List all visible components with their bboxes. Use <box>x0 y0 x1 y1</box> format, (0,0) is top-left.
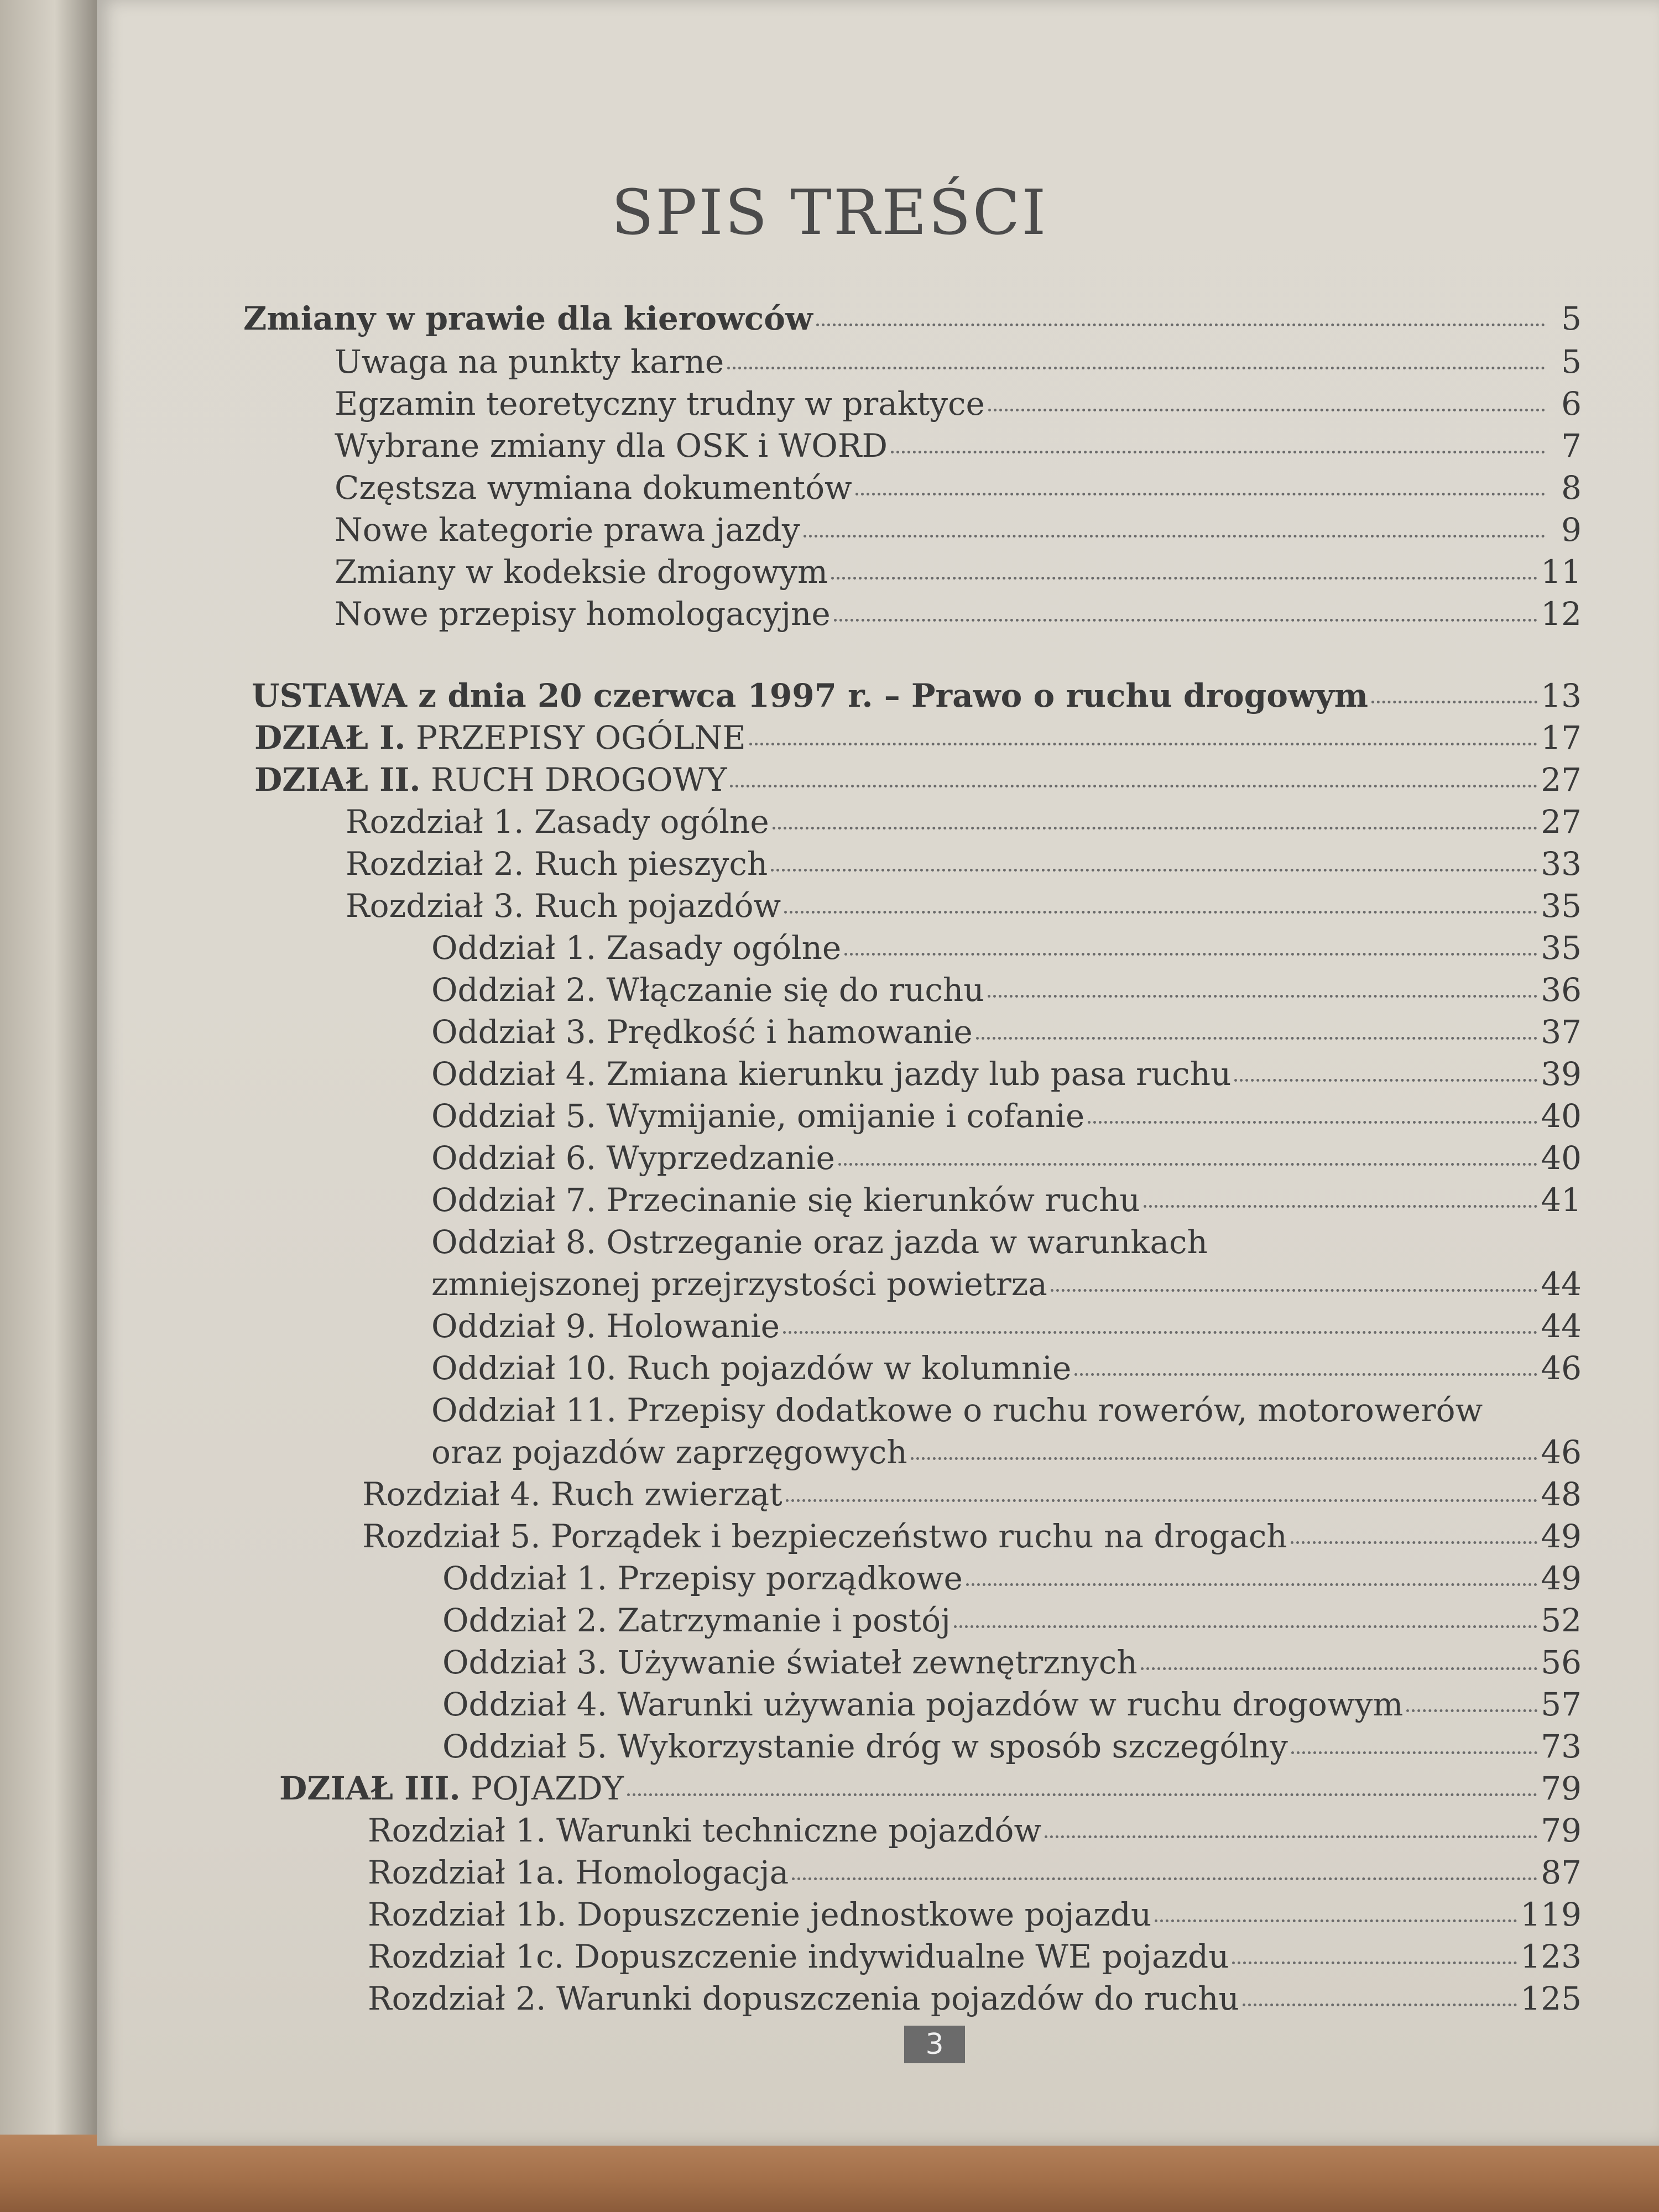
toc-page-number: 119 <box>1520 1896 1582 1933</box>
dot-leader <box>1074 1368 1537 1376</box>
toc-entry <box>335 426 1582 466</box>
toc-page-number: 79 <box>1541 1770 1582 1807</box>
toc-entry-label <box>252 676 1368 716</box>
dot-leader <box>834 613 1537 622</box>
toc-entry-label <box>335 510 800 550</box>
toc-page-number: 35 <box>1541 887 1582 925</box>
dot-leader <box>773 821 1537 830</box>
toc-entry-text: Oddział 1. Przepisy porządkowe <box>442 1559 963 1597</box>
toc-entry-label <box>431 1180 1140 1220</box>
toc-entry-text: Rozdział 1. Zasady ogólne <box>346 803 769 841</box>
adjacent-page-edge <box>0 0 100 2212</box>
toc-entry-label <box>431 1096 1084 1136</box>
dot-leader <box>1371 695 1537 703</box>
toc-page-number: 8 <box>1561 469 1582 507</box>
dot-leader <box>1243 1998 1517 2006</box>
dot-leader <box>1088 1115 1537 1124</box>
toc-entry-bold-label: USTAWA z dnia 20 czerwca 1997 r. – Prawo o ruchu drogowym <box>252 677 1368 714</box>
dot-leader <box>954 1620 1537 1628</box>
dot-leader <box>749 737 1538 745</box>
toc-page-number: 13 <box>1541 677 1582 714</box>
toc-entry-label <box>431 1432 907 1472</box>
toc-entry-label <box>368 1937 1229 1976</box>
toc-entry <box>368 1979 1582 2018</box>
toc-entry-label <box>346 844 768 884</box>
toc-entry-text: Rozdział 1c. Dopuszczenie indywidualne WE pojazdu <box>368 1938 1229 1975</box>
toc-entry <box>254 718 1582 758</box>
toc-entry-label <box>431 1138 835 1178</box>
toc-page-number: 44 <box>1541 1307 1582 1345</box>
toc-entry-label <box>362 1474 782 1514</box>
toc-entry-text: Oddział 11. Przepisy dodatkowe o ruchu rowerów, motorowerów <box>431 1391 1483 1429</box>
toc-entry-label <box>431 1054 1231 1094</box>
toc-page-number: 52 <box>1541 1601 1582 1639</box>
dot-leader <box>1291 1746 1537 1754</box>
toc-entry <box>442 1726 1582 1766</box>
toc-page-number: 27 <box>1541 761 1582 799</box>
toc-entry <box>335 510 1582 550</box>
toc-entry-label <box>368 1853 789 1892</box>
toc-entry-text: Oddział 5. Wymijanie, omijanie i cofanie <box>431 1097 1085 1135</box>
toc-entry <box>431 1264 1582 1304</box>
dot-leader <box>786 1494 1538 1502</box>
dot-leader <box>1291 1536 1538 1544</box>
dot-leader <box>891 445 1545 453</box>
dot-leader <box>784 905 1537 914</box>
toc-entry <box>368 1811 1582 1850</box>
toc-page-number: 17 <box>1541 719 1582 757</box>
toc-entry-label <box>279 1768 624 1808</box>
toc-entry <box>335 468 1582 508</box>
toc-entry-label <box>442 1642 1138 1682</box>
toc-entry-label <box>368 1895 1151 1934</box>
toc-entry-text: Oddział 1. Zasady ogólne <box>431 929 842 967</box>
toc-entry-label <box>335 426 888 466</box>
toc-entry <box>368 1853 1582 1892</box>
toc-entry-label <box>431 970 984 1010</box>
toc-page-number: 40 <box>1541 1097 1582 1135</box>
toc-page-number: 5 <box>1561 300 1582 337</box>
toc-page-number: 46 <box>1541 1433 1582 1471</box>
toc-entry <box>335 342 1582 382</box>
dot-leader <box>1051 1284 1537 1292</box>
toc-entry-bold-label: DZIAŁ II. <box>254 761 421 799</box>
toc-entry <box>442 1642 1582 1682</box>
toc-entry <box>243 299 1582 338</box>
dot-leader <box>792 1872 1537 1880</box>
toc-entry <box>254 760 1582 800</box>
dot-leader <box>1141 1662 1537 1670</box>
toc-entry-label <box>431 1306 780 1346</box>
toc-entry-text: Zmiany w kodeksie drogowym <box>335 553 828 591</box>
toc-entry-label <box>431 928 841 968</box>
toc-entry <box>442 1684 1582 1724</box>
toc-entry-label <box>254 718 746 758</box>
toc-entry-label <box>431 1222 1208 1262</box>
toc-entry <box>431 1222 1582 1262</box>
toc-entry-label <box>346 886 781 926</box>
toc-entry-label <box>335 384 985 424</box>
page-number-badge: 3 <box>904 2026 965 2063</box>
toc-entry-text: Rozdział 1. Warunki techniczne pojazdów <box>368 1812 1042 1849</box>
toc-page-number: 41 <box>1541 1181 1582 1219</box>
dot-leader <box>771 863 1537 872</box>
toc-entry <box>442 1558 1582 1598</box>
toc-entry-text: Oddział 2. Włączanie się do ruchu <box>431 971 984 1009</box>
toc-page-number: 40 <box>1541 1139 1582 1177</box>
toc-page-number: 37 <box>1541 1013 1582 1051</box>
toc-entry <box>252 676 1582 716</box>
toc-page-number: 49 <box>1541 1517 1582 1555</box>
toc-entry <box>431 928 1582 968</box>
toc-entry-text: Częstsza wymiana dokumentów <box>335 469 852 507</box>
dot-leader <box>966 1578 1537 1586</box>
toc-entry-label <box>431 1348 1071 1388</box>
toc-entry-text: Rozdział 5. Porządek i bezpieczeństwo ruchu na drogach <box>362 1517 1287 1555</box>
toc-page-number: 35 <box>1541 929 1582 967</box>
toc-page-number: 56 <box>1541 1644 1582 1681</box>
toc-entry-text: Oddział 3. Używanie świateł zewnętrznych <box>442 1644 1138 1681</box>
toc-entry-text: Nowe przepisy homologacyjne <box>335 595 831 633</box>
dot-leader <box>976 1031 1537 1040</box>
toc-entry <box>431 1180 1582 1220</box>
toc-entry-label <box>442 1600 951 1640</box>
toc-entry-text: Oddział 3. Prędkość i hamowanie <box>431 1013 973 1051</box>
toc-page-number: 87 <box>1541 1854 1582 1891</box>
dot-leader <box>988 403 1545 411</box>
dot-leader <box>855 487 1545 495</box>
toc-entry-text: Oddział 7. Przecinanie się kierunków ruchu <box>431 1181 1140 1219</box>
toc-entry-bold-label: DZIAŁ I. <box>254 719 406 757</box>
toc-page-number: 9 <box>1561 511 1582 549</box>
dot-leader <box>988 989 1538 998</box>
toc-entry <box>431 1348 1582 1388</box>
toc-entry-text: Rozdział 2. Ruch pieszych <box>346 845 768 883</box>
toc-page-number: 36 <box>1541 971 1582 1009</box>
dot-leader <box>816 318 1545 326</box>
toc-entry <box>279 1768 1582 1808</box>
toc-entry-label <box>442 1684 1403 1724</box>
toc-entry-label <box>346 802 769 842</box>
toc-entry-text: Oddział 4. Warunki używania pojazdów w ruchu drogowym <box>442 1686 1404 1723</box>
toc-page-number: 57 <box>1541 1686 1582 1723</box>
toc-entry <box>368 1895 1582 1934</box>
dot-leader <box>844 947 1537 956</box>
dot-leader <box>804 529 1545 538</box>
toc-entry-text: Egzamin teoretyczny trudny w praktyce <box>335 385 985 422</box>
toc-page-number: 27 <box>1541 803 1582 841</box>
toc-entry-text: Oddział 4. Zmiana kierunku jazdy lub pasa ruchu <box>431 1055 1232 1093</box>
toc-entry-text: oraz pojazdów zaprzęgowych <box>431 1433 907 1471</box>
toc-entry-bold-label: DZIAŁ III. <box>279 1770 461 1807</box>
dot-leader <box>911 1452 1538 1460</box>
toc-page-number: 39 <box>1541 1055 1582 1093</box>
toc-entry-text: Wybrane zmiany dla OSK i WORD <box>335 427 888 465</box>
toc-page-number: 5 <box>1561 343 1582 380</box>
toc-page-number: 33 <box>1541 845 1582 883</box>
toc-entry-text: Oddział 10. Ruch pojazdów w kolumnie <box>431 1349 1072 1387</box>
toc-entry <box>431 1012 1582 1052</box>
toc-entry-bold-label: Zmiany w prawie dla kierowców <box>243 300 813 337</box>
toc-entry-text: zmniejszonej przejrzystości powietrza <box>431 1265 1047 1303</box>
toc-entry-text: Oddział 2. Zatrzymanie i postój <box>442 1601 951 1639</box>
toc-entry-text: Rozdział 3. Ruch pojazdów <box>346 887 781 925</box>
page-title: SPIS TREŚCI <box>611 177 1048 249</box>
toc-page-number: 7 <box>1561 427 1582 465</box>
toc-entry-label <box>335 342 724 382</box>
dot-leader <box>1045 1830 1537 1838</box>
toc-page-number: 49 <box>1541 1559 1582 1597</box>
toc-entry <box>346 886 1582 926</box>
dot-leader <box>831 571 1537 580</box>
toc-entry <box>368 1937 1582 1976</box>
dot-leader <box>730 779 1537 787</box>
toc-entry-label <box>335 552 828 592</box>
toc-entry <box>362 1474 1582 1514</box>
toc-entry <box>346 802 1582 842</box>
dot-leader <box>1144 1199 1537 1208</box>
toc-entry-text: Rozdział 1b. Dopuszczenie jednostkowe pojazdu <box>368 1896 1152 1933</box>
toc-entry-label <box>362 1516 1287 1556</box>
toc-entry <box>335 384 1582 424</box>
dot-leader <box>783 1326 1537 1334</box>
toc-entry-text: RUCH DROGOWY <box>420 761 727 799</box>
toc-entry-text: Uwaga na punkty karne <box>335 343 724 380</box>
toc-entry <box>335 594 1582 634</box>
dot-leader <box>1232 1956 1517 1964</box>
toc-entry-text: PRZEPISY OGÓLNE <box>405 719 746 757</box>
toc-page-number: 125 <box>1520 1980 1582 2017</box>
toc-page-number: 46 <box>1541 1349 1582 1387</box>
dot-leader <box>1406 1704 1537 1712</box>
dot-leader <box>627 1788 1537 1796</box>
toc-entry-label <box>431 1264 1047 1304</box>
dot-leader <box>838 1157 1537 1166</box>
toc-page-number: 73 <box>1541 1728 1582 1765</box>
toc-entry-text: Rozdział 4. Ruch zwierząt <box>362 1475 782 1513</box>
toc-entry <box>431 1054 1582 1094</box>
toc-entry-text: Rozdział 1a. Homologacja <box>368 1854 789 1891</box>
toc-page-number: 48 <box>1541 1475 1582 1513</box>
toc-entry-label <box>254 760 727 800</box>
toc-entry-text: Oddział 6. Wyprzedzanie <box>431 1139 835 1177</box>
toc-entry <box>431 1306 1582 1346</box>
toc-page-number: 11 <box>1541 553 1582 591</box>
toc-entry <box>346 844 1582 884</box>
toc-entry <box>335 552 1582 592</box>
toc-page-number: 44 <box>1541 1265 1582 1303</box>
toc-entry-label <box>431 1390 1483 1430</box>
dot-leader <box>1155 1914 1517 1922</box>
toc-entry-label <box>442 1558 963 1598</box>
toc-entry-label <box>368 1811 1041 1850</box>
toc-entry-text: Oddział 9. Holowanie <box>431 1307 780 1345</box>
toc-entry <box>431 1096 1582 1136</box>
toc-entry-label <box>243 299 813 338</box>
toc-entry-text: POJAZDY <box>460 1770 624 1807</box>
dot-leader <box>1234 1073 1537 1082</box>
table-surface <box>0 2135 1659 2212</box>
toc-entry <box>431 1138 1582 1178</box>
toc-entry-label <box>431 1012 973 1052</box>
toc-entry-text: Oddział 5. Wykorzystanie dróg w sposób szczególny <box>442 1728 1288 1765</box>
toc-entry-text: Oddział 8. Ostrzeganie oraz jazda w warunkach <box>431 1223 1208 1261</box>
toc-entry-label <box>335 594 831 634</box>
toc-entry <box>431 1390 1582 1430</box>
toc-entry <box>442 1600 1582 1640</box>
toc-page-number: 123 <box>1520 1938 1582 1975</box>
toc-entry-text: Rozdział 2. Warunki dopuszczenia pojazdów do ruchu <box>368 1980 1239 2017</box>
toc-entry-label <box>335 468 852 508</box>
toc-entry-label <box>442 1726 1288 1766</box>
toc-entry <box>362 1516 1582 1556</box>
toc-entry-label <box>368 1979 1239 2018</box>
dot-leader <box>727 361 1545 369</box>
toc-entry <box>431 1432 1582 1472</box>
toc-entry <box>431 970 1582 1010</box>
toc-page-number: 79 <box>1541 1812 1582 1849</box>
toc-page-number: 12 <box>1541 595 1582 633</box>
toc-page-number: 6 <box>1561 385 1582 422</box>
toc-entry-text: Nowe kategorie prawa jazdy <box>335 511 800 549</box>
